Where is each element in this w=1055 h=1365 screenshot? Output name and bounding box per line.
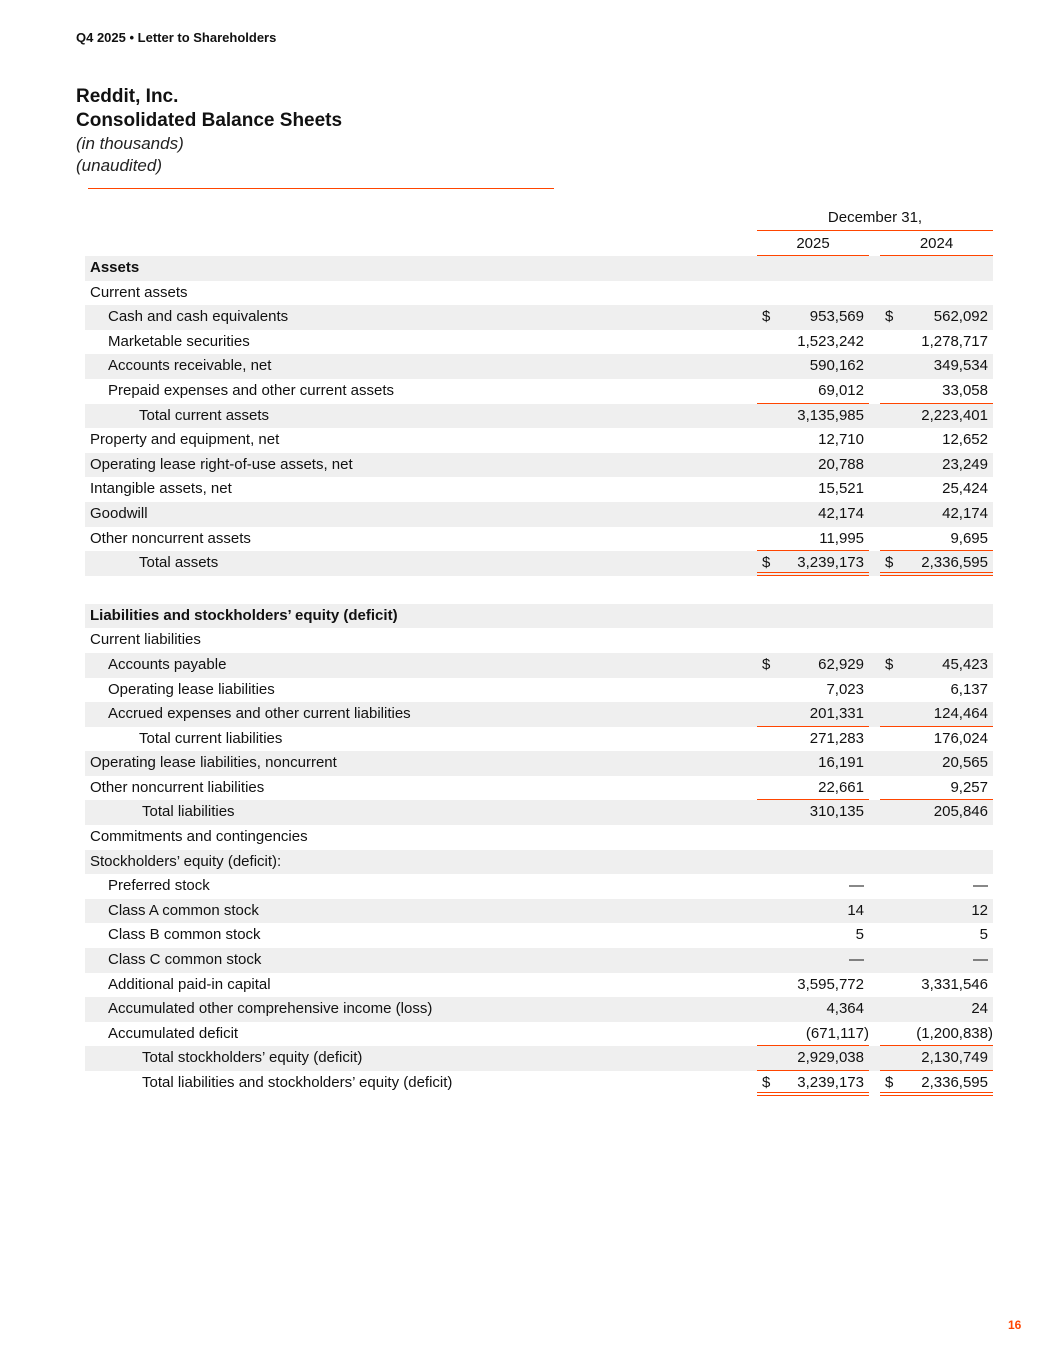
row-label: Assets bbox=[90, 259, 140, 276]
row-label: Total current assets bbox=[139, 406, 270, 424]
currency-symbol: $ bbox=[762, 655, 771, 673]
row-accumulated-deficit bbox=[85, 1022, 993, 1047]
value-2025: 3,239,173 bbox=[797, 554, 864, 572]
currency-symbol: $ bbox=[762, 1074, 771, 1091]
currency-symbol: $ bbox=[885, 1074, 894, 1091]
table-body bbox=[85, 256, 993, 1096]
value-2025: 4,364 bbox=[826, 1000, 864, 1018]
value-2024: 33,058 bbox=[942, 381, 988, 399]
value-2024: 3,331,546 bbox=[921, 975, 988, 993]
value-2025: 11,995 bbox=[819, 529, 864, 547]
value-2024: 12,652 bbox=[942, 431, 988, 449]
row-total-assets bbox=[85, 551, 993, 576]
value-2024: 6,137 bbox=[950, 680, 988, 698]
value-2024: 205,846 bbox=[933, 803, 988, 821]
value-2024: — bbox=[973, 877, 988, 895]
value-2025: 201,331 bbox=[809, 705, 864, 723]
row-current-assets-header bbox=[85, 281, 993, 306]
audit-note: (unaudited) bbox=[76, 156, 163, 175]
value-2024: 12 bbox=[971, 901, 988, 919]
value-2024: 42,174 bbox=[942, 504, 988, 522]
section-spacer bbox=[85, 576, 993, 604]
row-additional-paid-in-capital bbox=[85, 973, 993, 998]
title-block bbox=[76, 85, 342, 177]
row-label: Total liabilities and stockholders’ equity (deficit) bbox=[142, 1074, 453, 1091]
row-label: Current liabilities bbox=[90, 631, 201, 649]
units-note: (in thousands) bbox=[76, 134, 184, 153]
row-label: Prepaid expenses and other current assets bbox=[108, 381, 395, 399]
row-preferred-stock bbox=[85, 874, 993, 899]
value-2024: 2,130,749 bbox=[921, 1049, 988, 1067]
row-marketable-securities bbox=[85, 330, 993, 355]
value-2025: 42,174 bbox=[818, 504, 864, 522]
row-label: Marketable securities bbox=[108, 332, 250, 350]
value-2025: 20,788 bbox=[818, 455, 864, 473]
value-2024: 2,336,595 bbox=[921, 554, 988, 572]
row-total-liabilities bbox=[85, 800, 993, 825]
value-2025: 22,661 bbox=[818, 778, 864, 796]
row-label: Operating lease liabilities, noncurrent bbox=[90, 754, 337, 772]
title-divider bbox=[88, 188, 554, 189]
row-prepaid-expenses bbox=[85, 379, 993, 404]
value-2024: — bbox=[973, 951, 988, 969]
row-label: Preferred stock bbox=[108, 877, 210, 895]
document-header: Q4 2025 • Letter to Shareholders bbox=[76, 30, 277, 45]
value-2025: 3,595,772 bbox=[797, 975, 864, 993]
row-other-noncurrent-assets bbox=[85, 527, 993, 552]
row-equity-header bbox=[85, 850, 993, 875]
row-label: Liabilities and stockholders’ equity (deficit) bbox=[90, 606, 398, 624]
value-2025: 590,162 bbox=[809, 357, 864, 375]
value-2025: 15,521 bbox=[818, 480, 864, 498]
section-assets bbox=[85, 256, 993, 281]
value-2025: (671,117) bbox=[805, 1024, 869, 1042]
row-label: Operating lease right-of-use assets, net bbox=[90, 455, 353, 473]
row-label: Other noncurrent assets bbox=[90, 529, 251, 547]
row-total-current-assets bbox=[85, 404, 993, 429]
row-other-noncurrent-liabilities bbox=[85, 776, 993, 801]
value-2025: 16,191 bbox=[818, 754, 864, 772]
company-name: Reddit, Inc. bbox=[76, 86, 179, 107]
row-label: Total stockholders’ equity (deficit) bbox=[142, 1049, 363, 1067]
row-accounts-receivable bbox=[85, 354, 993, 379]
value-2024: 1,278,717 bbox=[921, 332, 988, 350]
row-label: Accumulated deficit bbox=[108, 1024, 239, 1042]
row-label: Total liabilities bbox=[142, 803, 235, 821]
value-2024: 24 bbox=[971, 1000, 988, 1018]
value-2024: 23,249 bbox=[942, 455, 988, 473]
value-2024: (1,200,838) bbox=[916, 1024, 993, 1042]
value-2024: 9,257 bbox=[950, 778, 988, 796]
value-2025: 2,929,038 bbox=[797, 1049, 864, 1067]
row-accrued-expenses bbox=[85, 702, 993, 727]
row-label: Class C common stock bbox=[108, 951, 262, 969]
row-accounts-payable bbox=[85, 653, 993, 678]
statement-title: Consolidated Balance Sheets bbox=[76, 110, 343, 131]
row-label: Accounts payable bbox=[108, 655, 227, 673]
value-2025: — bbox=[849, 877, 864, 895]
value-2024: 124,464 bbox=[933, 705, 988, 723]
row-total-liabilities-equity bbox=[85, 1071, 993, 1096]
row-class-a-stock bbox=[85, 899, 993, 924]
value-2025: 12,710 bbox=[818, 431, 864, 449]
value-2024: 2,223,401 bbox=[921, 406, 988, 424]
currency-symbol: $ bbox=[885, 554, 894, 572]
row-label: Accounts receivable, net bbox=[108, 357, 272, 375]
value-2025: 310,135 bbox=[809, 803, 864, 821]
row-label: Additional paid-in capital bbox=[108, 975, 271, 993]
value-2024: 562,092 bbox=[933, 308, 988, 326]
value-2025: 69,012 bbox=[818, 381, 864, 399]
currency-symbol: $ bbox=[885, 308, 894, 326]
row-lease-liabilities bbox=[85, 678, 993, 703]
value-2025: 271,283 bbox=[809, 729, 864, 747]
row-label: Total current liabilities bbox=[139, 729, 283, 747]
currency-symbol: $ bbox=[885, 655, 894, 673]
row-label: Stockholders’ equity (deficit): bbox=[90, 852, 282, 870]
row-label: Accumulated other comprehensive income (loss) bbox=[108, 1000, 433, 1018]
value-2025: 62,929 bbox=[818, 655, 864, 673]
row-label: Goodwill bbox=[90, 504, 148, 522]
row-label: Other noncurrent liabilities bbox=[90, 778, 265, 796]
row-label: Cash and cash equivalents bbox=[108, 308, 289, 326]
row-label: Current assets bbox=[90, 283, 188, 301]
row-class-b-stock bbox=[85, 923, 993, 948]
value-2024: 5 bbox=[979, 926, 988, 944]
value-2025: 7,023 bbox=[826, 680, 864, 698]
value-2025: 1,523,242 bbox=[797, 332, 864, 350]
section-liabilities bbox=[85, 604, 993, 629]
row-intangible-assets bbox=[85, 477, 993, 502]
value-2024: 45,423 bbox=[942, 655, 988, 673]
value-2025: 3,239,173 bbox=[797, 1074, 864, 1091]
row-total-current-liabilities bbox=[85, 727, 993, 752]
value-2024: 2,336,595 bbox=[921, 1074, 988, 1091]
row-label: Property and equipment, net bbox=[90, 431, 280, 449]
row-total-equity bbox=[85, 1046, 993, 1071]
page-number: 16 bbox=[1008, 1318, 1022, 1332]
value-2024: 20,565 bbox=[942, 754, 988, 772]
row-label: Accrued expenses and other current liabilities bbox=[108, 705, 411, 723]
row-aoci bbox=[85, 997, 993, 1022]
value-2024: 349,534 bbox=[933, 357, 988, 375]
row-label: Class B common stock bbox=[108, 926, 261, 944]
value-2025: 5 bbox=[855, 926, 864, 944]
value-2025: 3,135,985 bbox=[797, 406, 864, 424]
row-current-liabilities-header bbox=[85, 628, 993, 653]
row-lease-noncurrent bbox=[85, 751, 993, 776]
year-2025-header: 2025 bbox=[757, 233, 869, 256]
row-class-c-stock bbox=[85, 948, 993, 973]
row-cash bbox=[85, 305, 993, 330]
row-commitments bbox=[85, 825, 993, 850]
row-label: Intangible assets, net bbox=[90, 480, 232, 498]
row-goodwill bbox=[85, 502, 993, 527]
value-2025: 14 bbox=[847, 901, 864, 919]
year-2024-header: 2024 bbox=[880, 233, 993, 256]
row-rou-assets bbox=[85, 453, 993, 478]
value-2025: 953,569 bbox=[809, 308, 864, 326]
value-2024: 176,024 bbox=[933, 729, 988, 747]
row-label: Operating lease liabilities bbox=[108, 680, 275, 698]
currency-symbol: $ bbox=[762, 308, 771, 326]
row-property-equipment bbox=[85, 428, 993, 453]
value-2025: — bbox=[849, 951, 864, 969]
row-label: Total assets bbox=[139, 554, 219, 572]
value-2024: 9,695 bbox=[950, 529, 988, 547]
value-2024: 25,424 bbox=[942, 480, 988, 498]
period-header: December 31, bbox=[757, 205, 993, 231]
row-label: Class A common stock bbox=[108, 901, 259, 919]
currency-symbol: $ bbox=[762, 554, 771, 572]
row-label: Commitments and contingencies bbox=[90, 828, 308, 846]
